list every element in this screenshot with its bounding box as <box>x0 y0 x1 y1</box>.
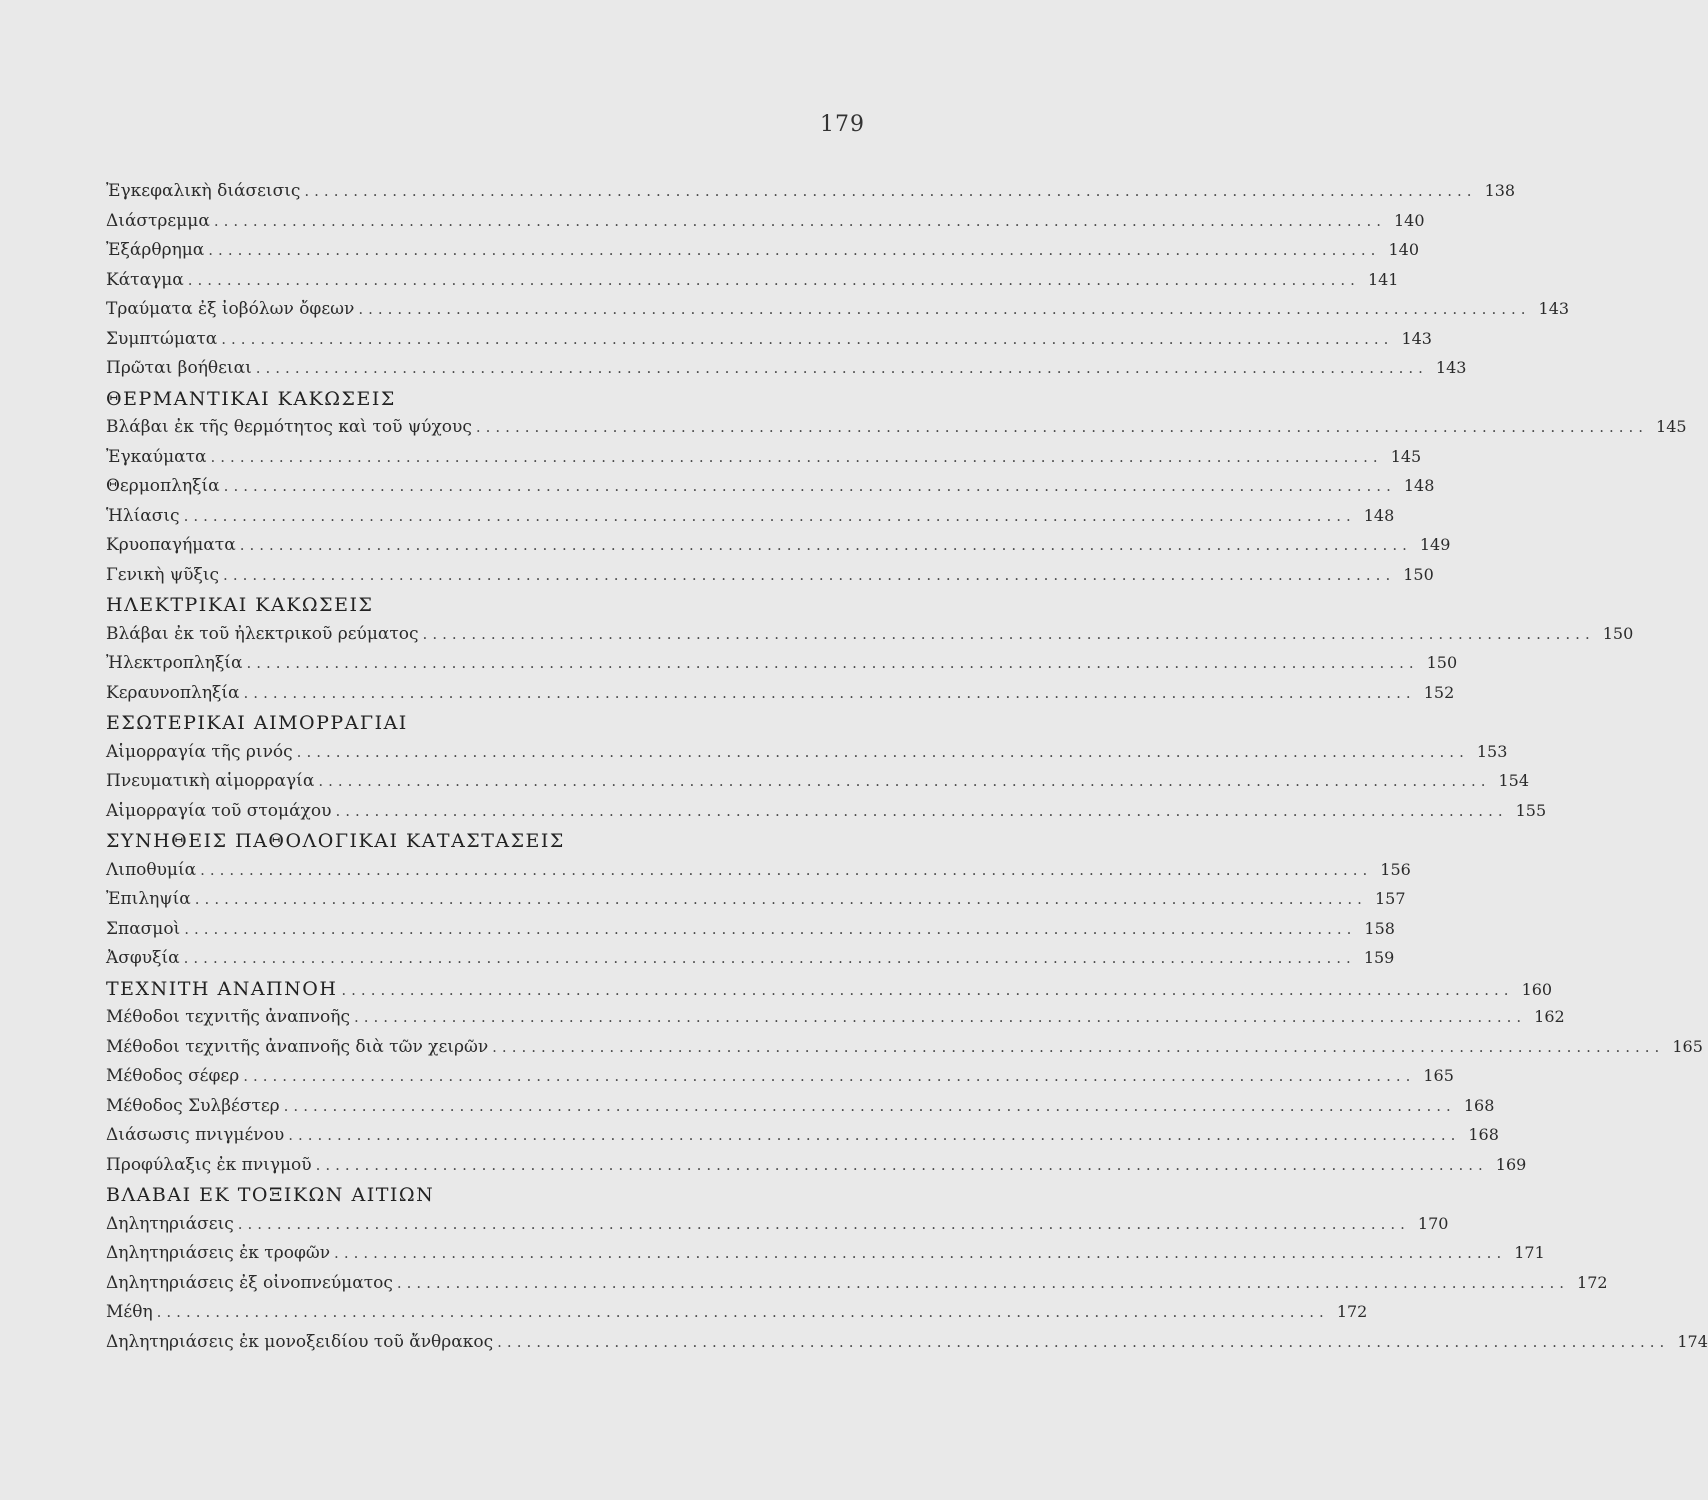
toc-entry-title: Κεραυνοπληξία <box>106 682 240 703</box>
toc-entry-title: Θερμοπληξία <box>106 476 220 496</box>
toc-entry-page: 156 <box>1380 859 1411 879</box>
toc-entry <box>106 918 1395 949</box>
toc-section-heading <box>106 594 866 624</box>
toc-entry-title: Δηλητηριάσεις ἐκ τροφῶν <box>106 1243 331 1263</box>
dot-leader: ........................................................................................................................ <box>223 565 1396 584</box>
toc-entry <box>106 623 1634 654</box>
dot-leader: ........................................................................................................................ <box>208 241 1381 259</box>
toc-entry-title: Μέθη <box>106 1302 153 1322</box>
toc-entry <box>106 1213 1449 1244</box>
dot-leader: ........................................................................................................................ <box>210 447 1383 466</box>
table-of-contents <box>106 181 1708 1361</box>
toc-entry-title: Πνευματικὴ αἱμορραγία <box>106 771 315 791</box>
toc-entry <box>106 299 1570 329</box>
toc-entry <box>106 682 1455 713</box>
toc-entry-page: 172 <box>1336 1302 1368 1321</box>
toc-entry <box>106 771 1530 801</box>
toc-entry-title: Ἡλίασις <box>106 505 180 526</box>
toc-entry-title: Πρῶται βοήθειαι <box>106 358 252 378</box>
toc-entry-title: Διάσωσις πνιγμένου <box>106 1125 285 1145</box>
toc-entry-title: Προφύλαξις ἐκ πνιγμοῦ <box>106 1154 312 1175</box>
toc-section-heading <box>106 830 866 860</box>
toc-entry-title: Ἀσφυξία <box>106 948 180 968</box>
toc-entry-page: 160 <box>1521 979 1553 999</box>
toc-entry-page: 168 <box>1463 1095 1495 1115</box>
toc-entry-title: Κάταγμα <box>106 269 184 290</box>
toc-entry <box>106 1036 1703 1067</box>
toc-entry-title: Συμπτώματα <box>106 328 218 349</box>
toc-entry-title: Μέθοδοι τεχνιτῆς ἀναπνοῆς <box>106 1007 350 1027</box>
toc-entry-title: Τραύματα ἐξ ἰοβόλων ὄφεων <box>106 299 355 319</box>
toc-entry <box>106 535 1451 565</box>
toc-entry <box>106 1331 1708 1362</box>
toc-entry <box>106 1243 1545 1273</box>
dot-leader: ........................................................................................................................ <box>183 506 1356 525</box>
toc-entry-title: Δηλητηριάσεις <box>106 1213 234 1234</box>
toc-entry-page: 169 <box>1495 1154 1527 1174</box>
dot-leader: ........................................................................................................................ <box>243 1067 1416 1085</box>
toc-entry-page: 159 <box>1363 948 1395 967</box>
toc-entry-title: Διάστρεμμα <box>106 210 210 231</box>
dot-leader: ........................................................................................................................ <box>239 536 1412 554</box>
toc-entry <box>106 564 1434 595</box>
dot-leader: ........................................................................................................................ <box>422 624 1595 643</box>
toc-entry-title: Γενικὴ ψῦξις <box>106 564 220 585</box>
toc-entry <box>106 741 1508 772</box>
toc-entry-page: 153 <box>1476 741 1508 761</box>
toc-entry-page: 168 <box>1468 1125 1499 1144</box>
toc-entry-title: Ἐξάρθρημα <box>106 240 205 260</box>
toc-entry-title: Αἱμορραγία τῆς ρινός <box>106 741 293 762</box>
toc-entry-page: 157 <box>1374 889 1406 908</box>
toc-entry <box>106 1154 1527 1185</box>
toc-entry-page: 158 <box>1364 918 1395 938</box>
toc-entry-title: Ἠλεκτροπληξία <box>106 653 243 673</box>
toc-entry-page: 140 <box>1393 210 1425 230</box>
toc-entry-title: Μέθοδος Συλβέστερ <box>106 1095 280 1116</box>
dot-leader: ........................................................................................................................ <box>156 1303 1329 1321</box>
toc-entry-page: 143 <box>1401 328 1432 348</box>
toc-entry <box>106 240 1419 270</box>
toc-entry-title: Κρυοπαγήματα <box>106 535 236 555</box>
toc-entry-title: Δηλητηριάσεις ἐξ οἰνοπνεύματος <box>106 1272 393 1293</box>
toc-entry <box>106 476 1435 506</box>
toc-entry-page: 148 <box>1403 476 1435 495</box>
toc-entry-title: ΗΛΕΚΤΡΙΚΑΙ ΚΑΚΩΣΕΙΣ <box>106 594 374 616</box>
toc-entry-title: ΕΣΩΤΕΡΙΚΑΙ ΑΙΜΟΡΡΑΓΙΑΙ <box>106 712 408 734</box>
toc-entry <box>106 948 1395 978</box>
dot-leader: ........................................................................................................................ <box>334 1244 1507 1262</box>
toc-entry <box>106 505 1395 536</box>
toc-entry <box>106 358 1467 388</box>
dot-leader: ........................................................................................................................ <box>255 359 1428 377</box>
toc-entry-title: Σπασμοὶ <box>106 918 181 939</box>
toc-entry <box>106 1066 1454 1096</box>
dot-leader: ........................................................................................................................ <box>341 980 1514 999</box>
toc-entry-page: 145 <box>1656 417 1687 436</box>
toc-entry-page: 138 <box>1484 181 1516 200</box>
dot-leader: ........................................................................................................................ <box>497 1332 1670 1351</box>
toc-entry-page: 140 <box>1388 240 1419 259</box>
toc-entry-title: Λιποθυμία <box>106 859 197 880</box>
toc-entry <box>106 800 1547 831</box>
toc-entry-page: 150 <box>1426 653 1458 672</box>
dot-leader: ........................................................................................................................ <box>318 772 1491 790</box>
toc-entry-page: 172 <box>1577 1272 1608 1292</box>
toc-entry <box>106 328 1432 359</box>
toc-entry-page: 149 <box>1419 535 1451 554</box>
dot-leader: ........................................................................................................................ <box>194 890 1367 908</box>
toc-entry <box>106 1007 1565 1037</box>
toc-entry-title: ΤΕΧΝΙΤΗ ΑΝΑΠΝΟΗ <box>106 977 338 1000</box>
dot-leader: ........................................................................................................................ <box>223 477 1396 495</box>
toc-entry <box>106 1125 1499 1155</box>
toc-entry-page: 165 <box>1423 1066 1454 1085</box>
toc-entry-page: 143 <box>1538 299 1570 318</box>
toc-entry-title: ΣΥΝΗΘΕΙΣ ΠΑΘΟΛΟΓΙΚΑΙ ΚΑΤΑΣΤΑΣΕΙΣ <box>106 830 565 852</box>
toc-entry-title: Ἐγκεφαλικὴ διάσεισις <box>106 181 301 201</box>
toc-entry <box>106 653 1458 683</box>
toc-entry-title: Αἱμορραγία τοῦ στομάχου <box>106 800 332 821</box>
dot-leader: ........................................................................................................................ <box>237 1214 1410 1233</box>
dot-leader: ........................................................................................................................ <box>184 919 1357 938</box>
toc-entry <box>106 269 1399 300</box>
dot-leader: ........................................................................................................................ <box>283 1096 1456 1115</box>
dot-leader: ........................................................................................................................ <box>183 949 1356 967</box>
toc-entry-page: 154 <box>1498 771 1530 790</box>
dot-leader: ........................................................................................................................ <box>243 683 1416 702</box>
dot-leader: ........................................................................................................................ <box>246 654 1419 672</box>
toc-entry <box>106 1302 1368 1332</box>
toc-entry-title: Βλάβαι ἐκ τῆς θερμότητος καὶ τοῦ ψύχους <box>106 417 472 437</box>
toc-entry <box>106 181 1516 211</box>
dot-leader: ........................................................................................................................ <box>213 211 1386 230</box>
toc-entry <box>106 859 1411 890</box>
toc-entry <box>106 1272 1608 1303</box>
toc-entry-title: ΒΛΑΒΑΙ ΕΚ ΤΟΞΙΚΩΝ ΑΙΤΙΩΝ <box>106 1184 435 1206</box>
page-number: 179 <box>820 112 865 137</box>
toc-entry-page: 145 <box>1390 446 1422 466</box>
toc-entry-title: Ἐπιληψία <box>106 889 191 909</box>
toc-section-heading <box>106 977 1553 1008</box>
toc-entry-title: Δηλητηριάσεις ἐκ μονοξειδίου τοῦ ἄνθρακος <box>106 1331 494 1352</box>
toc-entry-page: 170 <box>1417 1213 1449 1233</box>
toc-section-heading <box>106 388 866 418</box>
dot-leader: ........................................................................................................................ <box>335 801 1508 820</box>
toc-entry-page: 148 <box>1363 505 1395 525</box>
dot-leader: ........................................................................................................................ <box>354 1008 1527 1026</box>
dot-leader: ........................................................................................................................ <box>304 182 1477 200</box>
dot-leader: ........................................................................................................................ <box>187 270 1360 289</box>
toc-entry-title: Μέθοδος σέφερ <box>106 1066 240 1086</box>
toc-entry-title: Μέθοδοι τεχνιτῆς ἀναπνοῆς διὰ τῶν χειρῶν <box>106 1036 489 1057</box>
toc-entry-title: ΘΕΡΜΑΝΤΙΚΑΙ ΚΑΚΩΣΕΙΣ <box>106 387 396 410</box>
toc-entry <box>106 889 1406 919</box>
toc-entry-page: 162 <box>1534 1007 1565 1026</box>
dot-leader: ........................................................................................................................ <box>396 1273 1570 1292</box>
toc-entry-page: 174 <box>1677 1331 1708 1351</box>
toc-section-heading <box>106 712 866 742</box>
dot-leader: ........................................................................................................................ <box>288 1126 1461 1144</box>
toc-entry-title: Ἐγκαύματα <box>106 446 207 467</box>
toc-entry <box>106 1095 1495 1126</box>
toc-entry-title: Βλάβαι ἐκ τοῦ ἠλεκτρικοῦ ρεύματος <box>106 623 419 644</box>
toc-entry <box>106 417 1687 447</box>
dot-leader: ........................................................................................................................ <box>221 329 1394 348</box>
toc-entry <box>106 210 1425 241</box>
toc-section-heading <box>106 1184 866 1214</box>
toc-entry-page: 150 <box>1602 623 1634 643</box>
dot-leader: ........................................................................................................................ <box>296 742 1469 761</box>
toc-entry-page: 165 <box>1672 1036 1703 1056</box>
toc-entry-page: 141 <box>1367 269 1399 289</box>
dot-leader: ........................................................................................................................ <box>200 860 1373 879</box>
dot-leader: ........................................................................................................................ <box>315 1155 1488 1174</box>
toc-entry-page: 143 <box>1435 358 1467 377</box>
toc-entry-page: 155 <box>1515 800 1547 820</box>
dot-leader: ........................................................................................................................ <box>475 418 1649 436</box>
toc-entry-page: 171 <box>1514 1243 1545 1262</box>
dot-leader: ........................................................................................................................ <box>492 1037 1665 1056</box>
dot-leader: ........................................................................................................................ <box>358 300 1531 318</box>
toc-entry-page: 152 <box>1423 682 1455 702</box>
toc-entry-page: 150 <box>1403 564 1434 584</box>
toc-entry <box>106 446 1422 477</box>
